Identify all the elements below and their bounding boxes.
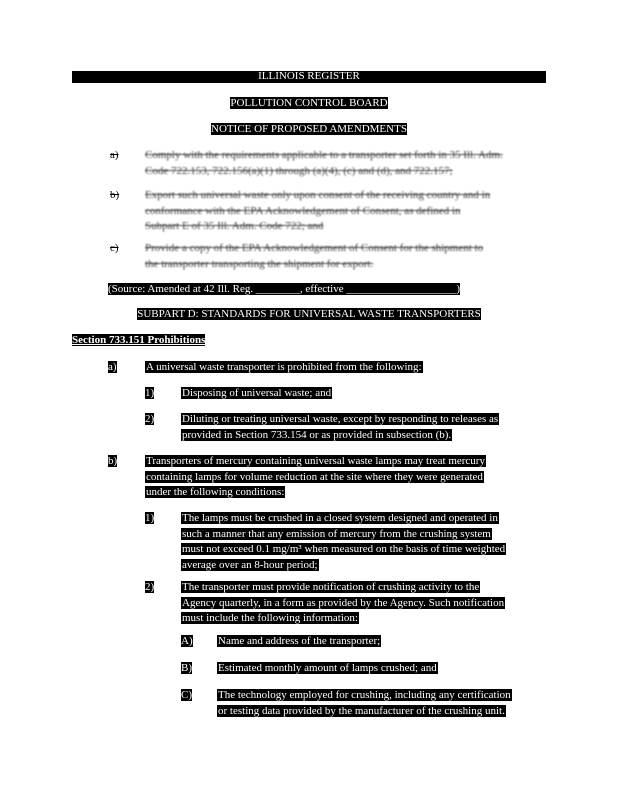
struck-item-marker: c) xyxy=(110,242,119,254)
struck-line: Export such universal waste only upon consent of the receiving country and in xyxy=(145,189,491,201)
subsection-marker: b) xyxy=(108,455,118,467)
paragraph-b1-text xyxy=(181,511,506,573)
subparagraph-line: The technology employed for crushing, including any certification xyxy=(218,689,511,701)
notice-title-line xyxy=(0,122,618,137)
section-title-line xyxy=(72,333,205,348)
notice-title: NOTICE OF PROPOSED AMENDMENTS xyxy=(211,123,407,135)
subparagraph-line: Estimated monthly amount of lamps crushed; and xyxy=(218,662,437,674)
paragraph-line: must not exceed 0.1 mg/m³ when measured on the basis of time weighted xyxy=(182,543,506,555)
subparagraph-B-text xyxy=(217,661,438,677)
paragraph-marker: 1) xyxy=(145,387,155,399)
register-title: ILLINOIS REGISTER xyxy=(258,70,360,82)
paragraph-a2-text xyxy=(181,412,499,443)
subsection-b-line: containing lamps for volume reduction at the site where they were generated xyxy=(146,470,483,483)
subparagraph-line: Name and address of the transporter; xyxy=(218,635,381,647)
subsection-marker: a) xyxy=(108,361,117,373)
struck-item-marker: a) xyxy=(110,149,119,161)
struck-item-text xyxy=(145,188,490,235)
board-title: POLLUTION CONTROL BOARD xyxy=(230,97,388,109)
subparagraph-marker: C) xyxy=(181,689,192,701)
subparagraph-C-text xyxy=(217,688,512,719)
subparagraph-line: or testing data provided by the manufacturer of the crushing unit. xyxy=(218,704,505,717)
struck-line: Subpart E of 35 Ill. Adm. Code 722; and xyxy=(145,220,324,232)
subsection-b-line: under the following conditions: xyxy=(146,486,285,498)
register-header-bar xyxy=(72,71,546,83)
paragraph-marker: 2) xyxy=(145,413,155,425)
paragraph-line: provided in Section 733.154 or as provided in subsection (b). xyxy=(182,428,452,441)
struck-line: Provide a copy of the EPA Acknowledgement of Consent for the shipment to xyxy=(145,242,484,254)
struck-line: the transporter transporting the shipment for export. xyxy=(145,257,374,270)
source-note: (Source: Amended at 42 Ill. Reg. ________, effective ____________________) xyxy=(108,283,461,295)
source-note-line xyxy=(108,282,460,297)
subparagraph-A-text xyxy=(217,634,381,650)
struck-item-text xyxy=(145,241,483,272)
paragraph-line: must include the following information: xyxy=(182,612,358,624)
struck-item-text xyxy=(145,148,503,179)
paragraph-marker: 1) xyxy=(145,512,155,524)
subparagraph-marker: B) xyxy=(181,662,192,674)
section-title: Section 733.151 Prohibitions xyxy=(72,334,206,346)
paragraph-marker: 2) xyxy=(145,581,155,593)
struck-line: Code 722.153, 722.156(a)(1) through (a)(4), (c) and (d), and 722.157; xyxy=(145,164,453,177)
subsection-b-line: Transporters of mercury containing universal waste lamps may treat mercury xyxy=(146,455,485,467)
subpart-title: SUBPART D: STANDARDS FOR UNIVERSAL WASTE TRANSPORTERS xyxy=(137,308,481,320)
paragraph-line: The transporter must provide notification of crushing activity to the xyxy=(182,581,480,593)
subsection-b-text xyxy=(145,454,486,501)
board-title-line xyxy=(0,96,618,111)
paragraph-line: such a manner that any emission of mercury from the crushing system xyxy=(182,527,491,540)
paragraph-line: Diluting or treating universal waste, except by responding to releases as xyxy=(182,413,499,425)
subsection-a-line: A universal waste transporter is prohibited from the following: xyxy=(146,361,422,373)
subparagraph-marker: A) xyxy=(181,635,193,647)
struck-line: Comply with the requirements applicable to a transporter set forth in 35 Ill. Adm. xyxy=(145,149,503,161)
paragraph-line: Disposing of universal waste; and xyxy=(182,387,332,399)
paragraph-a1-text xyxy=(181,386,332,402)
paragraph-line: The lamps must be crushed in a closed system designed and operated in xyxy=(182,512,498,524)
subsection-a-text xyxy=(145,360,423,376)
struck-item-marker: b) xyxy=(110,189,120,201)
paragraph-b2-text xyxy=(181,580,505,627)
paragraph-line: Agency quarterly, in a form as provided by the Agency. Such notification xyxy=(182,596,505,609)
subpart-title-line xyxy=(0,307,618,322)
struck-line: conformance with the EPA Acknowledgement of Consent, as defined in xyxy=(145,204,461,217)
paragraph-line: average over an 8-hour period; xyxy=(182,558,318,571)
